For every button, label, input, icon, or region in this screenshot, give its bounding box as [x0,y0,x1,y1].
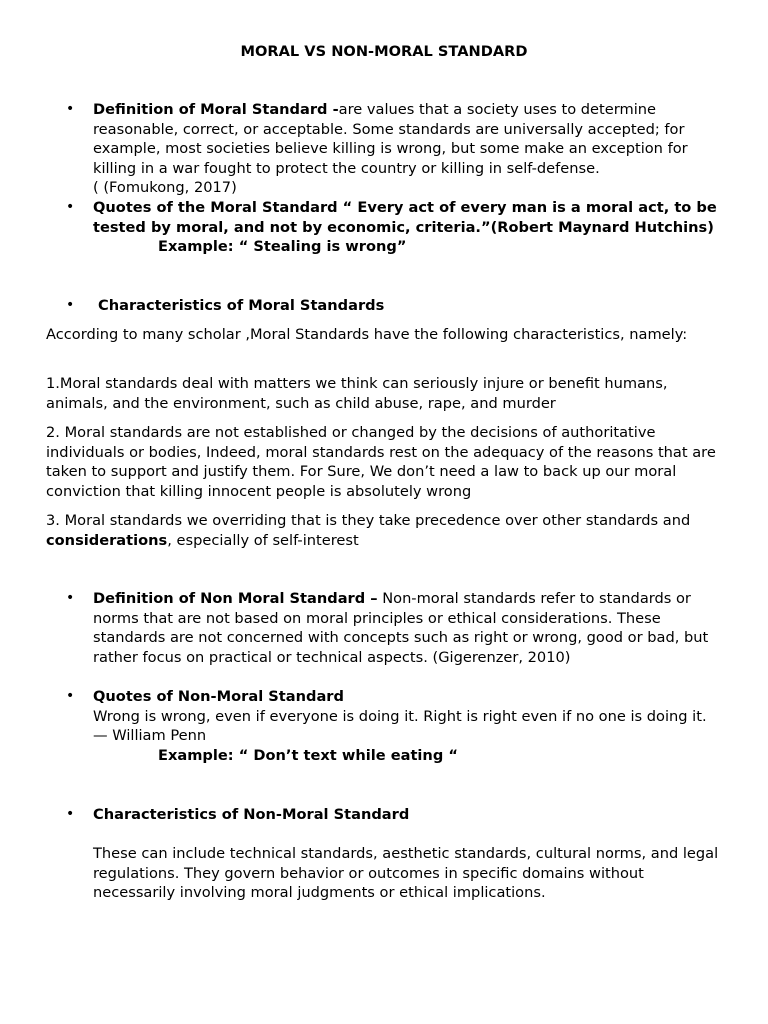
characteristic-emphasis: considerations [46,531,168,549]
moral-definition-citation: ( (Fomukong, 2017) [93,179,237,196]
intro-text: According to many scholar ,Moral Standards have the following characteristics, namely: [46,326,688,343]
nonmoral-quote-example: Example: “ Don’t text while eating “ [158,746,458,764]
moral-characteristic-1 [46,374,726,413]
bullet-marker: • [66,101,75,117]
moral-characteristics-heading: Characteristics of Moral Standards [98,297,385,314]
bullet-marker: • [66,688,75,704]
characteristic-text: 1.Moral standards deal with matters we think can seriously injure or benefit humans, animals, and the environment, such as child abuse, rape, and murder [46,375,668,412]
characteristic-text: 2. Moral standards are not established or changed by the decisions of authoritative individuals or bodies, Indeed, moral standards rest on the adequacy of the reasons that are taken to support and justify them. For Sure, We don’t need a law to back up our moral conviction that killing innocent people is absolutely wrong [46,424,716,500]
nonmoral-characteristics-heading: Characteristics of Non-Moral Standard [93,806,410,823]
document-title: MORAL VS NON-MORAL STANDARD [240,43,528,60]
bullet-marker: • [66,199,75,215]
nonmoral-definition-item [66,589,729,667]
moral-characteristic-2 [46,423,726,501]
bullet-marker: • [66,806,75,822]
nonmoral-quote-heading: Quotes of Non-Moral Standard [93,688,344,705]
nonmoral-definition-heading: Definition of Non Moral Standard – [93,590,378,607]
moral-characteristic-3 [46,511,726,550]
nonmoral-characteristics-text: These can include technical standards, aesthetic standards, cultural norms, and legal regulations. They govern behavior or outcomes in specific domains without necessarily involving moral judgments or ethical implications. [93,845,719,901]
characteristic-text: 3. Moral standards we overriding that is they take precedence over other standards and [46,512,691,529]
moral-characteristics-item [66,296,734,316]
bullet-marker: • [66,590,75,606]
bullet-marker: • [66,297,75,313]
characteristic-text-end: , especially of self-interest [167,531,359,549]
moral-definition-item [66,100,729,198]
moral-quote-text: Quotes of the Moral Standard “ Every act of every man is a moral act, to be tested by moral, and not by economic, criteria.”(Robert Maynard Hutchins) [93,199,717,236]
moral-definition-text: are values that a society uses to determine reasonable, correct, or acceptable. Some standards are universally accepted; for example, most societies believe killing is wrong, but some make an exception for killing in a war fought to protect the country or killing in self-defense. [93,101,688,177]
nonmoral-definition-text: Non-moral standards refer to standards or norms that are not based on moral principles or ethical considerations. These standards are not concerned with concepts such as right or wrong, good or bad, but rather focus on practical or technical aspects. (Gigerenzer, 2010) [93,590,709,666]
moral-characteristics-intro [46,325,726,345]
moral-definition-heading: Definition of Moral Standard - [93,101,339,118]
moral-quote-example: Example: “ Stealing is wrong” [158,238,407,255]
moral-quote-item [66,198,729,257]
nonmoral-quote-text: Wrong is wrong, even if everyone is doing it. Right is right even if no one is doing it. [93,707,707,725]
nonmoral-quote-author: — William Penn [93,727,207,744]
nonmoral-quote-item [66,687,729,765]
nonmoral-characteristics-item [66,805,729,903]
